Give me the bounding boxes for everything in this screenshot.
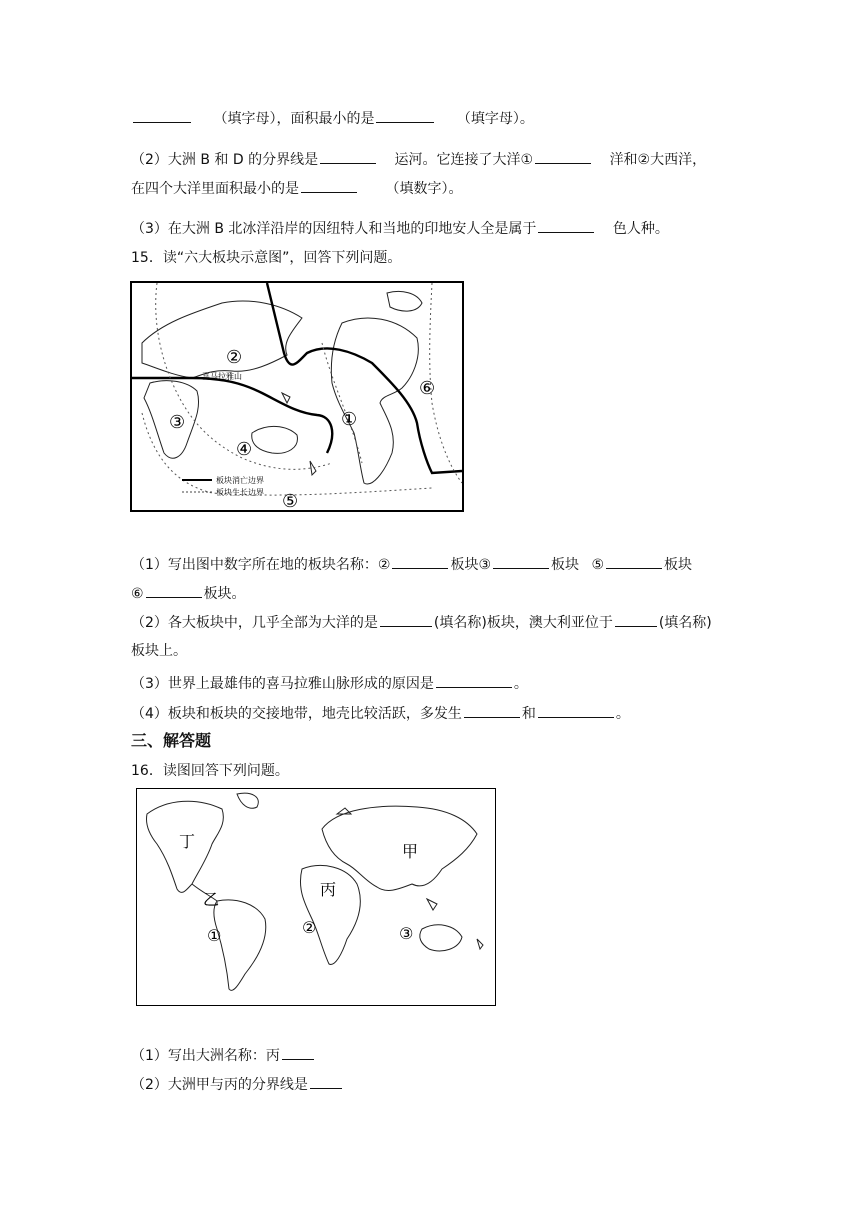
question-text: 。 <box>513 676 528 692</box>
plate-5-label: ⑤ <box>282 491 299 510</box>
question-text: （1）写出图中数字所在地的板块名称：② <box>131 557 391 573</box>
world-map <box>136 788 496 1006</box>
question-text: （3）在大洲 B 北冰洋沿岸的因纽特人和当地的印地安人全是属于 <box>131 221 537 237</box>
question-15-title: 15．读“六大板块示意图”，回答下列问题。 <box>131 250 402 266</box>
question-text: （2）各大板块中，几乎全部为大洋的是 <box>131 615 378 631</box>
ocean-3-label: ③ <box>399 924 414 943</box>
question-text: 和 <box>521 706 536 722</box>
answer-blank[interactable] <box>464 703 520 718</box>
question-text: （3）世界上最雄伟的喜马拉雅山脉形成的原因是 <box>131 676 434 692</box>
question-text: （填字母）。 <box>456 111 534 127</box>
label-ding: 丁 <box>179 832 196 851</box>
question-text: (填名称) <box>658 615 712 631</box>
question-text: （2）大洲 B 和 D 的分界线是 <box>131 152 319 168</box>
legend-growth-label: 板块生长边界 <box>216 488 264 497</box>
plate-6-label: ⑥ <box>419 378 436 399</box>
himalaya-label: 喜马拉雅山 <box>202 372 242 381</box>
legend-subduction-label: 板块消亡边界 <box>216 476 264 485</box>
q15-part1-line2 <box>131 583 246 604</box>
answer-blank[interactable] <box>493 554 549 569</box>
q14-part2-line2 <box>131 178 462 199</box>
q16-part2 <box>131 1074 344 1095</box>
answer-blank[interactable] <box>301 178 357 193</box>
question-text: 板块 <box>551 557 580 573</box>
answer-blank[interactable] <box>535 149 591 164</box>
label-jia: 甲 <box>402 842 419 861</box>
answer-blank[interactable] <box>615 612 657 627</box>
q16-part1 <box>131 1045 316 1066</box>
label-yi: 乙 <box>203 890 220 909</box>
label-bing: 丙 <box>320 880 337 899</box>
world-map-drawing <box>137 789 495 1005</box>
answer-blank[interactable] <box>320 149 376 164</box>
question-text: 运河。它连接了大洋① <box>394 152 534 168</box>
question-text: 色人种。 <box>612 221 669 237</box>
q14-line-top <box>131 108 534 129</box>
question-text: 板块③ <box>450 557 492 573</box>
q15-part1-line1 <box>131 554 692 575</box>
answer-blank[interactable] <box>436 673 512 688</box>
question-text: (填名称)板块，澳大利亚位于 <box>433 615 613 631</box>
answer-blank[interactable] <box>538 703 614 718</box>
question-text: 。 <box>615 706 630 722</box>
plate-4-label: ④ <box>236 439 253 460</box>
plate-3-label: ③ <box>169 412 186 433</box>
q15-part3 <box>131 673 528 694</box>
question-text: ⑥ <box>131 586 144 602</box>
answer-blank[interactable] <box>606 554 662 569</box>
plate-1-label: ① <box>341 409 358 430</box>
question-text: ⑤ <box>591 557 605 573</box>
plates-map-drawing <box>132 283 462 510</box>
question-text: 板块。 <box>203 586 246 602</box>
plates-map <box>130 281 464 512</box>
q15-part2-line1 <box>131 612 712 633</box>
answer-blank[interactable] <box>282 1045 314 1060</box>
question-text: 在四个大洋里面积最小的是 <box>131 181 299 197</box>
answer-blank[interactable] <box>538 218 594 233</box>
answer-blank[interactable] <box>146 583 202 598</box>
answer-blank[interactable] <box>310 1074 342 1089</box>
question-text: （4）板块和板块的交接地带，地壳比较活跃，多发生 <box>131 706 462 722</box>
question-text: （2）大洲甲与丙的分界线是 <box>131 1077 308 1093</box>
q14-part2-line1 <box>131 149 706 170</box>
answer-blank[interactable] <box>380 612 432 627</box>
question-16-title: 16．读图回答下列问题。 <box>131 763 289 779</box>
question-text: （1）写出大洲名称：丙 <box>131 1048 280 1064</box>
plate-2-label: ② <box>226 347 243 368</box>
ocean-2-label: ② <box>302 918 317 937</box>
q14-part3 <box>131 218 669 239</box>
answer-blank[interactable] <box>392 554 448 569</box>
question-text: （填字母），面积最小的是 <box>213 111 375 127</box>
q15-part4 <box>131 703 630 724</box>
question-text: （填数字）。 <box>385 181 463 197</box>
q15-part2-line2: 板块上。 <box>131 643 187 659</box>
question-text: 板块 <box>664 557 693 573</box>
question-text: 洋和②大西洋， <box>609 152 707 168</box>
answer-blank[interactable] <box>376 108 434 123</box>
section-heading: 三、解答题 <box>131 731 212 750</box>
ocean-1-label: ① <box>207 926 222 945</box>
answer-blank[interactable] <box>133 108 191 123</box>
